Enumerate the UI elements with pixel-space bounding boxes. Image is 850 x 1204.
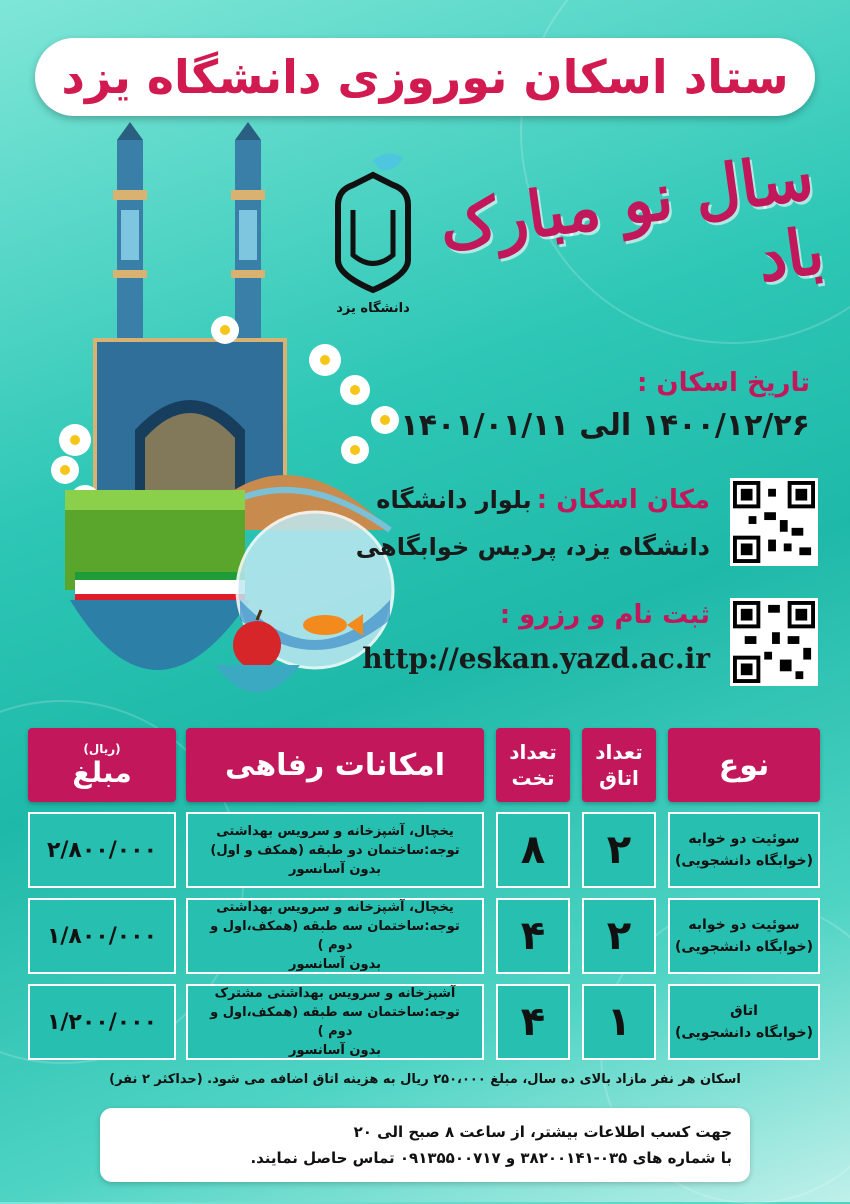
row2-rooms: ۲ [582, 898, 656, 974]
location-line2: دانشگاه یزد، پردیس خوابگاهی [355, 533, 710, 561]
row3-price: ۱/۲۰۰/۰۰۰ [28, 984, 176, 1060]
row3-type: اتاق (خوابگاه دانشجویی) [668, 984, 820, 1060]
header-facilities: امکانات رفاهی [186, 728, 484, 802]
location-line1: مکان اسکان : بلوار دانشگاه [376, 485, 710, 515]
header-beds: تعداد تخت [496, 728, 570, 802]
minaret-left [113, 122, 147, 370]
contact-box [100, 1108, 750, 1182]
sabzeh [65, 490, 250, 670]
row3-facilities: آشپزخانه و سرویس بهداشتی مشترک توجه:ساختمان سه طبقه (همکف،اول و دوم ) بدون آسانسور [186, 984, 484, 1060]
contact-line1: جهت کسب اطلاعات بیشتر، از ساعت ۸ صبح الی ۲۰ [353, 1123, 732, 1141]
header-rooms: تعداد اتاق [582, 728, 656, 802]
register-url[interactable]: http://eskan.yazd.ac.ir [362, 642, 710, 675]
row3-beds: ۴ [496, 984, 570, 1060]
header-type: نوع [668, 728, 820, 802]
nowruz-greeting: سال نو مبارک باد [435, 139, 829, 297]
title-banner [35, 38, 815, 116]
row2-beds: ۴ [496, 898, 570, 974]
register-label: ثبت نام و رزرو : [499, 600, 710, 630]
price-unit: (ریال) [83, 741, 121, 756]
row3-rooms: ۱ [582, 984, 656, 1060]
row1-type: سوئیت دو خوابه (خوابگاه دانشجویی) [668, 812, 820, 888]
row1-price: ۲/۸۰۰/۰۰۰ [28, 812, 176, 888]
header-price [28, 728, 176, 802]
row1-beds: ۸ [496, 812, 570, 888]
contact-line2: با شماره های ۰۳۵-۳۸۲۰۰۱۴۱ و ۰۹۱۳۵۵۰۰۷۱۷ تماس حاصل نمایند. [250, 1149, 732, 1167]
row2-type: سوئیت دو خوابه (خوابگاه دانشجویی) [668, 898, 820, 974]
logo-text: دانشگاه یزد [336, 301, 410, 316]
row2-facilities: یخچال، آشپزخانه و سرویس بهداشتی توجه:ساختمان سه طبقه (همکف،اول و دوم ) بدون آسانسور [186, 898, 484, 974]
butterfly-icon [373, 153, 403, 170]
price-label: مبلغ [72, 755, 132, 789]
university-logo [318, 150, 428, 320]
row1-rooms: ۲ [582, 812, 656, 888]
date-value: ۱۴۰۰/۱۲/۲۶ الی ۱۴۰۱/۰۱/۱۱ [400, 408, 810, 443]
qr-code-register[interactable] [730, 598, 818, 686]
page-title: ستاد اسکان نوروزی دانشگاه یزد [61, 50, 789, 104]
row1-facilities: یخچال، آشپزخانه و سرویس بهداشتی توجه:ساختمان دو طبقه (همکف و اول) بدون آسانسور [186, 812, 484, 888]
extra-person-note: اسکان هر نفر مازاد بالای ده سال، مبلغ ۲۵۰،۰۰۰ ریال به هزینه اتاق اضافه می شود. (حداکثر ۲ نفر) [109, 1072, 741, 1087]
row2-price: ۱/۸۰۰/۰۰۰ [28, 898, 176, 974]
date-label: تاریخ اسکان : [636, 368, 810, 398]
qr-code-location[interactable] [730, 478, 818, 566]
